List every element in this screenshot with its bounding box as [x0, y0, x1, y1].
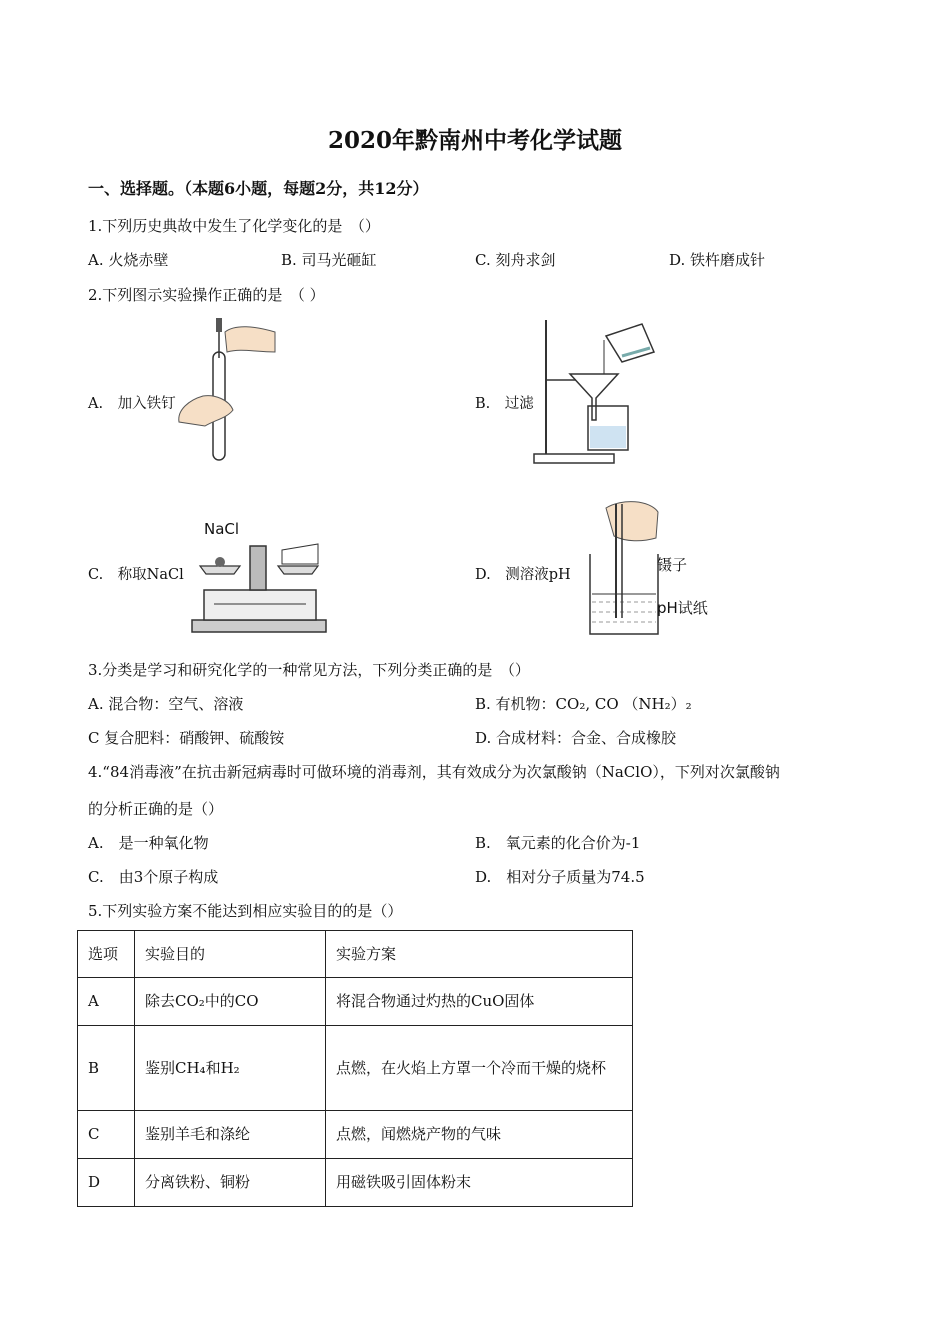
q1-option-c: C. 刻舟求剑: [475, 251, 556, 269]
q3-stem: 3.分类是学习和研究化学的一种常见方法，下列分类正确的是 （）: [88, 661, 530, 679]
row-option: C: [78, 1111, 135, 1159]
row-goal: 分离铁粉、铜粉: [135, 1159, 326, 1207]
q3-option-b: B. 有机物：CO₂, CO （NH₂）₂: [475, 695, 692, 713]
row-option: A: [78, 978, 135, 1026]
q1-option-a: A. 火烧赤壁: [88, 251, 169, 269]
header-option: 选项: [78, 931, 135, 978]
page-title: 2020年黔南州中考化学试题: [327, 127, 622, 154]
section-heading: 一、选择题。（本题6小题，每题2分，共12分）: [88, 179, 429, 198]
q4-option-c: C. 由3个原子构成: [88, 868, 219, 886]
ph-test-figure: [586, 498, 662, 638]
row-plan: 点燃，闻燃烧产物的气味: [326, 1111, 633, 1159]
row-plan: 用磁铁吸引固体粉末: [326, 1159, 633, 1207]
q4-option-a: A. 是一种氧化物: [88, 834, 209, 852]
balance-figure: [190, 540, 330, 636]
q2-option-b: B. 过滤: [475, 396, 534, 412]
row-plan: 将混合物通过灼热的CuO固体: [326, 978, 633, 1026]
q2-stem: 2.下列图示实验操作正确的是 （ ）: [88, 286, 325, 304]
q1-option-d: D. 铁杵磨成针: [669, 251, 766, 269]
q3-option-a: A. 混合物：空气、溶液: [88, 695, 244, 713]
q2-option-c: C. 称取NaCl: [88, 567, 184, 583]
q1-option-b: B. 司马光砸缸: [281, 251, 377, 269]
table-header-row: [78, 931, 633, 978]
q2-option-a: A. 加入铁钉: [88, 396, 176, 412]
row-goal: 除去CO₂中的CO: [135, 978, 326, 1026]
row-option: B: [78, 1026, 135, 1111]
q3-option-c: C 复合肥料：硝酸钾、硫酸铵: [88, 729, 285, 747]
header-goal: 实验目的: [135, 931, 326, 978]
nacl-label: NaCl: [204, 520, 240, 538]
table-row: [78, 1026, 633, 1111]
filtration-figure: [530, 318, 670, 466]
q2-option-d: D. 测溶液pH: [475, 567, 571, 583]
q4-stem-line2: 的分析正确的是（）: [88, 800, 224, 818]
ph-paper-label: pH试纸: [657, 599, 708, 617]
row-goal: 鉴别CH₄和H₂: [135, 1026, 326, 1111]
q4-option-b: B. 氧元素的化合价为-1: [475, 834, 641, 852]
q4-stem-line1: 4.“84消毒液”在抗击新冠病毒时可做环境的消毒剂，其有效成分为次氯酸钠（NaClO），下列对次氯酸钠: [88, 763, 780, 781]
tweezers-label: 镊子: [657, 556, 688, 574]
q1-stem: 1.下列历史典故中发生了化学变化的是 （）: [88, 217, 380, 235]
row-option: D: [78, 1159, 135, 1207]
table-row: [78, 1111, 633, 1159]
header-plan: 实验方案: [326, 931, 633, 978]
test-tube-figure: [175, 318, 280, 466]
row-plan: 点燃，在火焰上方罩一个冷而干燥的烧杯: [326, 1026, 633, 1111]
table-row: [78, 1159, 633, 1207]
table-row: [78, 978, 633, 1026]
q5-stem: 5.下列实验方案不能达到相应实验目的的是（）: [88, 902, 403, 920]
row-goal: 鉴别羊毛和涤纶: [135, 1111, 326, 1159]
q3-option-d: D. 合成材料：合金、合成橡胶: [475, 729, 677, 747]
q4-option-d: D. 相对分子质量为74.5: [475, 868, 645, 886]
experiment-table: [77, 930, 633, 1207]
